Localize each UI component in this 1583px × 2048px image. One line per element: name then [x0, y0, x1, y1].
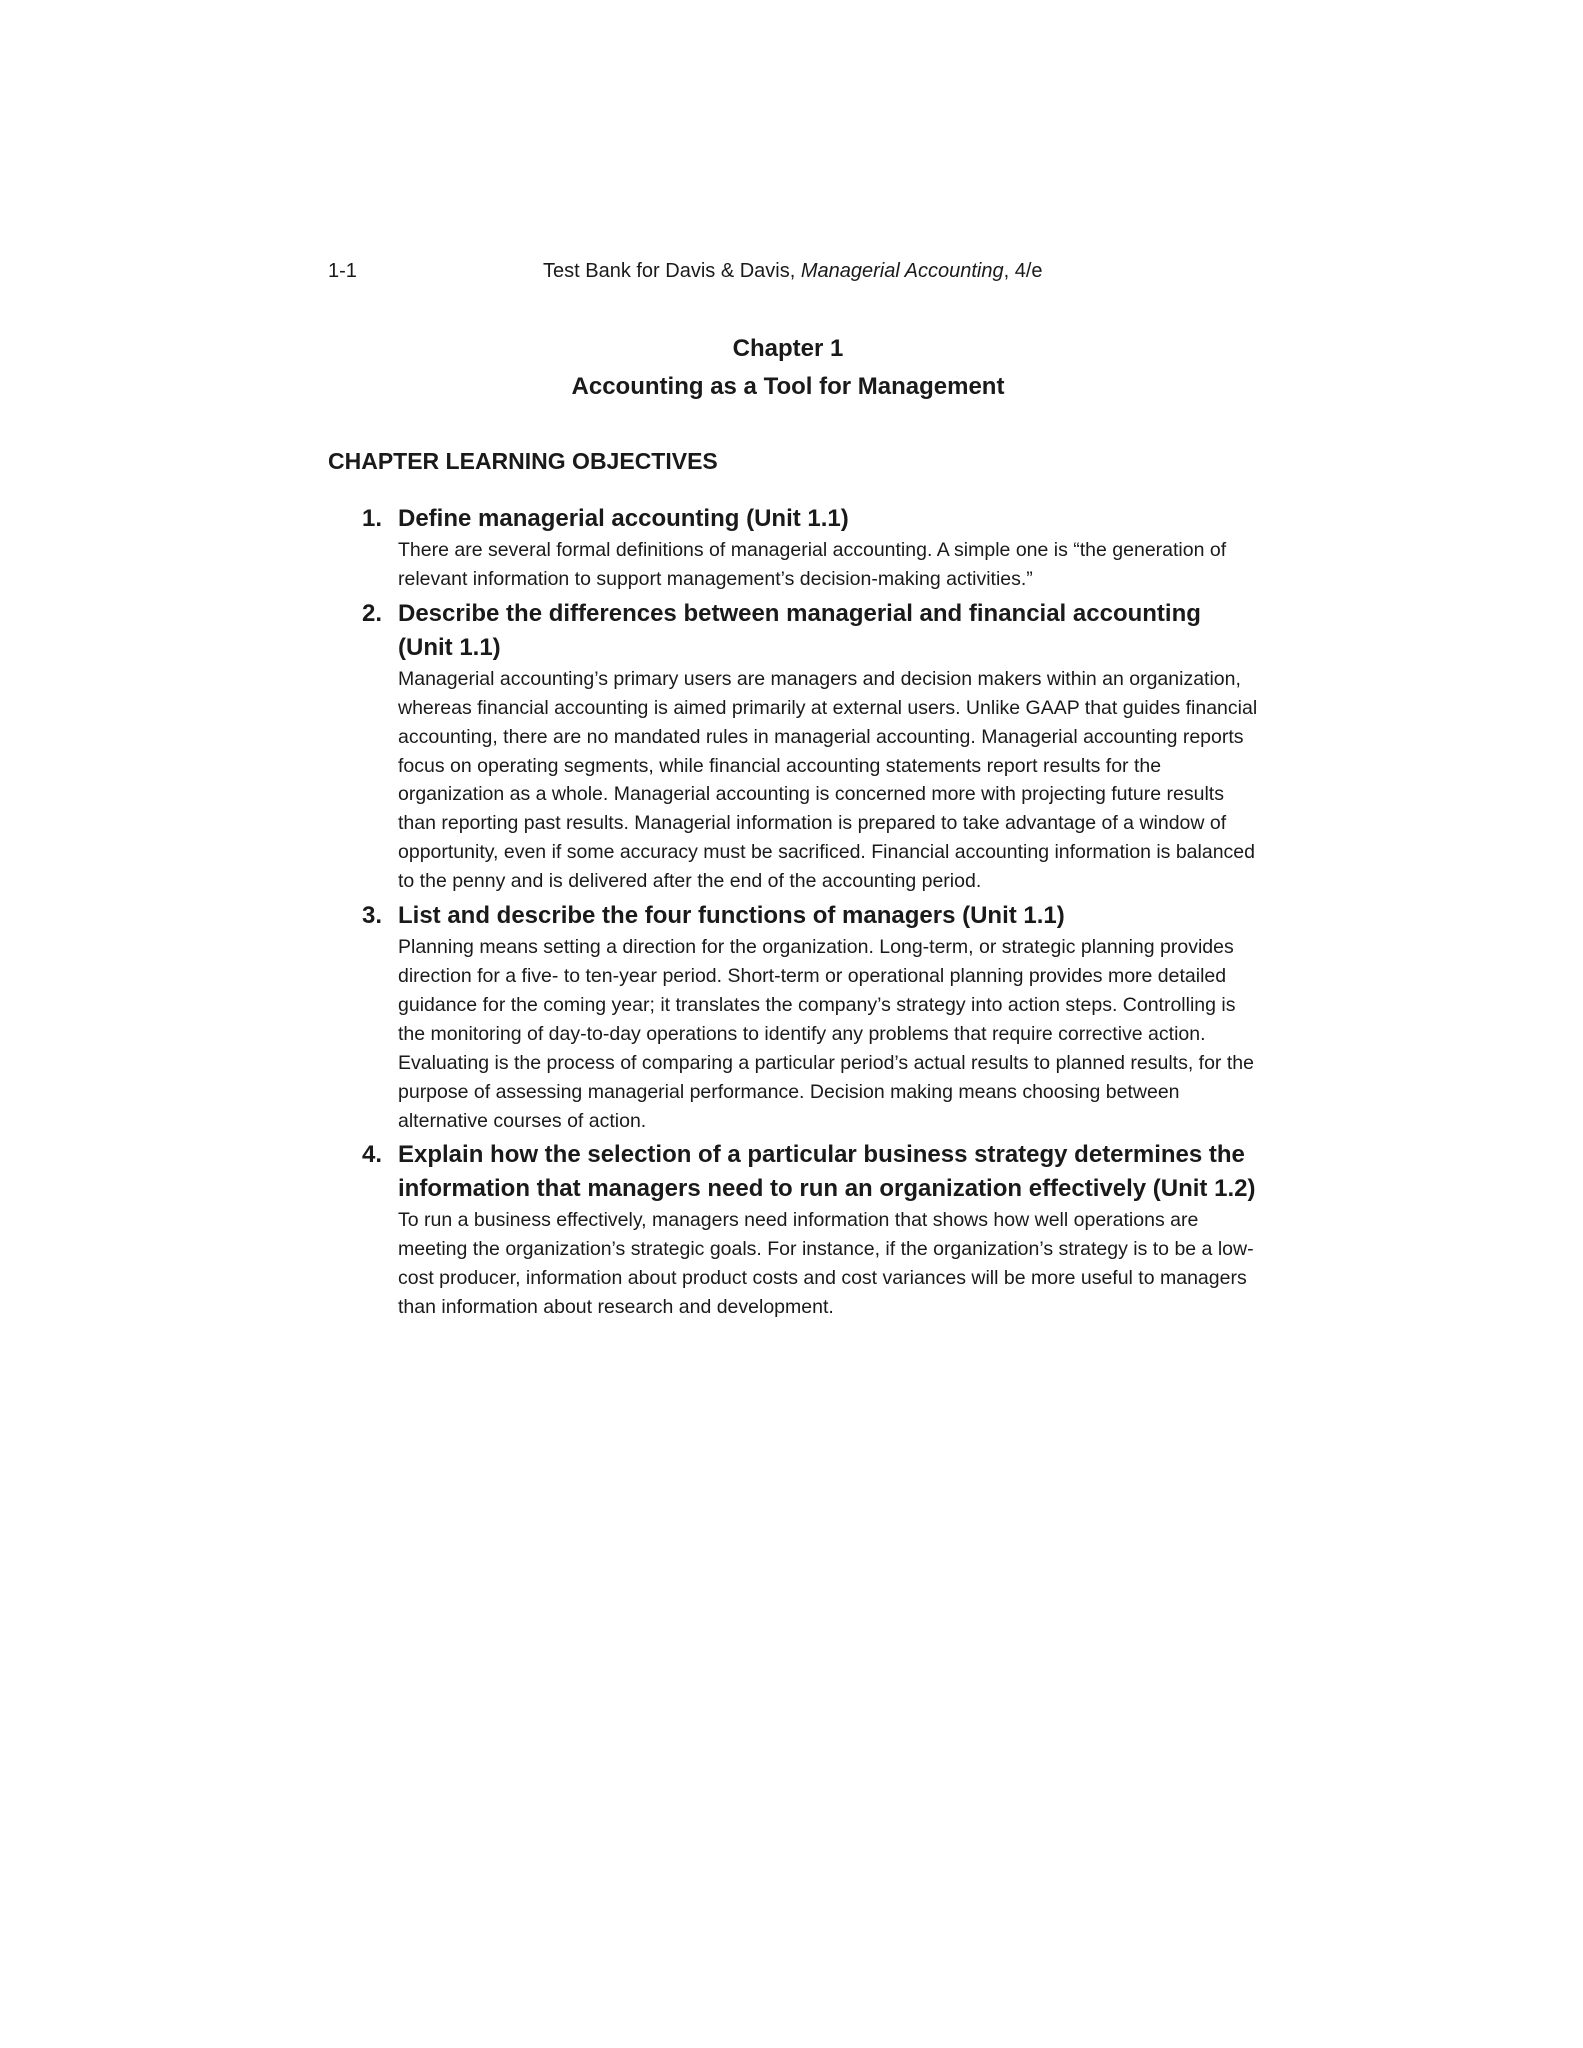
objective-item	[362, 597, 1262, 899]
objective-content	[398, 597, 1262, 899]
header-title-suffix: , 4/e	[1003, 260, 1043, 282]
book-title: Managerial Accounting	[800, 260, 1004, 282]
page-number: 1-1	[328, 260, 357, 282]
chapter-heading	[328, 330, 1248, 406]
objective-title: Describe the differences between managerial and financial accounting (Unit 1.1)	[398, 599, 1201, 661]
objective-item	[362, 899, 1262, 1138]
objectives-list	[362, 502, 1262, 1325]
objective-title: Define managerial accounting (Unit 1.1)	[398, 505, 849, 532]
chapter-number: Chapter 1	[732, 335, 844, 362]
chapter-title: Accounting as a Tool for Management	[571, 373, 1005, 400]
objective-number: 2.	[362, 599, 383, 627]
objective-body: Planning means setting a direction for the organization. Long-term, or strategic planning provides direction for a five- to ten-year period. Short-term or operational planning provides more detailed guidance for the coming year; it translates the company’s strategy into action steps. Controlling is the monitoring of day-to-day operations to identify any problems that require corrective action. Evaluating is the process of comparing a particular period’s actual results to planned results, for the purpose of assessing managerial performance. Decision making means choosing between alternative courses of action.	[398, 936, 1254, 1132]
objective-number: 1.	[362, 505, 383, 532]
section-heading: CHAPTER LEARNING OBJECTIVES	[328, 448, 718, 474]
objective-number: 4.	[362, 1141, 383, 1169]
objective-title: Explain how the selection of a particular business strategy determines the information that managers need to run an organization effectively (Unit 1.2)	[398, 1141, 1256, 1203]
objective-content	[398, 899, 1262, 1138]
objective-body: Managerial accounting’s primary users are managers and decision makers within an organization, whereas financial accounting is aimed primarily at external users. Unlike GAAP that guides financial accounting, there are no mandated rules in managerial accounting. Managerial accounting reports focus on operating segments, while financial accounting statements report results for the organization as a whole. Managerial accounting is concerned more with projecting future results than reporting past results. Managerial information is prepared to take advantage of a window of opportunity, even if some accuracy must be sacrificed. Financial accounting information is balanced to the penny and is delivered after the end of the accounting period.	[398, 667, 1258, 893]
objective-content	[398, 502, 1262, 597]
header-title	[543, 258, 1043, 284]
objective-item	[362, 1138, 1262, 1325]
objective-title: List and describe the four functions of managers (Unit 1.1)	[398, 902, 1065, 930]
header-title-prefix: Test Bank for Davis & Davis,	[543, 260, 801, 282]
objective-body: There are several formal definitions of managerial accounting. A simple one is “the generation of relevant information to support management’s decision-making activities.”	[398, 539, 1227, 590]
objective-number: 3.	[362, 902, 383, 930]
objective-body: To run a business effectively, managers need information that shows how well operations are meeting the organization’s strategic goals. For instance, if the organization’s strategy is to be a low-cost producer, information about product costs and cost variances will be more useful to managers than information about research and development.	[398, 1209, 1254, 1319]
objective-item	[362, 502, 1262, 597]
objective-content	[398, 1138, 1262, 1325]
